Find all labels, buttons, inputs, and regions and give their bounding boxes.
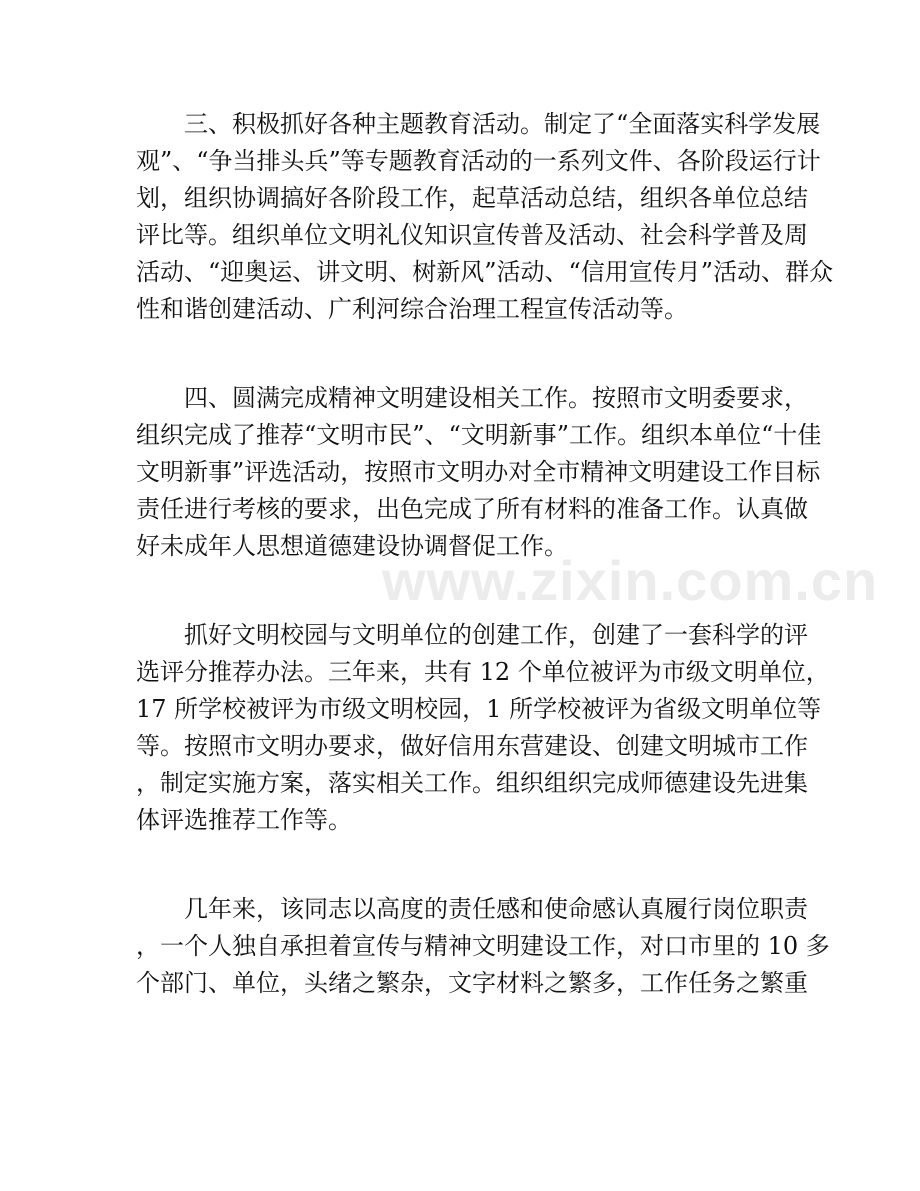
text-line: 活动、“迎奥运、讲文明、树新风”活动、“信用宣传月”活动、群众 (136, 258, 834, 286)
text-line: 体评选推荐工作等。 (136, 806, 352, 834)
text-line: 等。按照市文明办要求，做好信用东营建设、创建文明城市工作 (136, 732, 808, 760)
paragraph-civilization-work (136, 380, 822, 565)
text-line: 17 所学校被评为市级文明校园，1 所学校被评为省级文明单位等 (136, 695, 822, 723)
text-line: 组织完成了推荐“文明市民”、“文明新事”工作。组织本单位“十佳 (136, 421, 822, 449)
text-line: 责任进行考核的要求，出色完成了所有材料的准备工作。认真做 (136, 495, 808, 523)
watermark: www.zixin.com.cn (382, 549, 879, 612)
paragraph-campus-creation (136, 617, 830, 839)
text-line: 文明新事”评选活动，按照市文明办对全市精神文明建设工作目标 (136, 458, 821, 486)
text-line: 划，组织协调搞好各阶段工作，起草活动总结，组织各单位总结 (136, 184, 808, 212)
text-line: ，一个人独自承担着宣传与精神文明建设工作，对口市里的 10 多 (136, 932, 830, 960)
text-line: ，制定实施方案，落实相关工作。组织组织完成师德建设先进集 (136, 769, 808, 797)
text-line: 选评分推荐办法。三年来，共有 12 个单位被评为市级文明单位， (136, 658, 830, 686)
text-line: 性和谐创建活动、广利河综合治理工程宣传活动等。 (136, 295, 688, 323)
text-line: 三、积极抓好各种主题教育活动。制定了“全面落实科学发展 (184, 110, 821, 138)
text-line: 个部门、单位，头绪之繁杂，文字材料之繁多，工作任务之繁重 (136, 969, 808, 997)
text-line: 好未成年人思想道德建设协调督促工作。 (136, 532, 568, 560)
text-line: 抓好文明校园与文明单位的创建工作，创建了一套科学的评 (184, 621, 808, 649)
text-line: 评比等。组织单位文明礼仪知识宣传普及活动、社会科学普及周 (136, 221, 808, 249)
text-line: 四、圆满完成精神文明建设相关工作。按照市文明委要求， (184, 384, 808, 412)
paragraph-theme-education (136, 106, 834, 328)
paragraph-summary (136, 891, 830, 1002)
text-line: 观”、“争当排头兵”等专题教育活动的一系列文件、各阶段运行计 (136, 147, 821, 175)
text-line: 几年来，该同志以高度的责任感和使命感认真履行岗位职责 (184, 895, 808, 923)
